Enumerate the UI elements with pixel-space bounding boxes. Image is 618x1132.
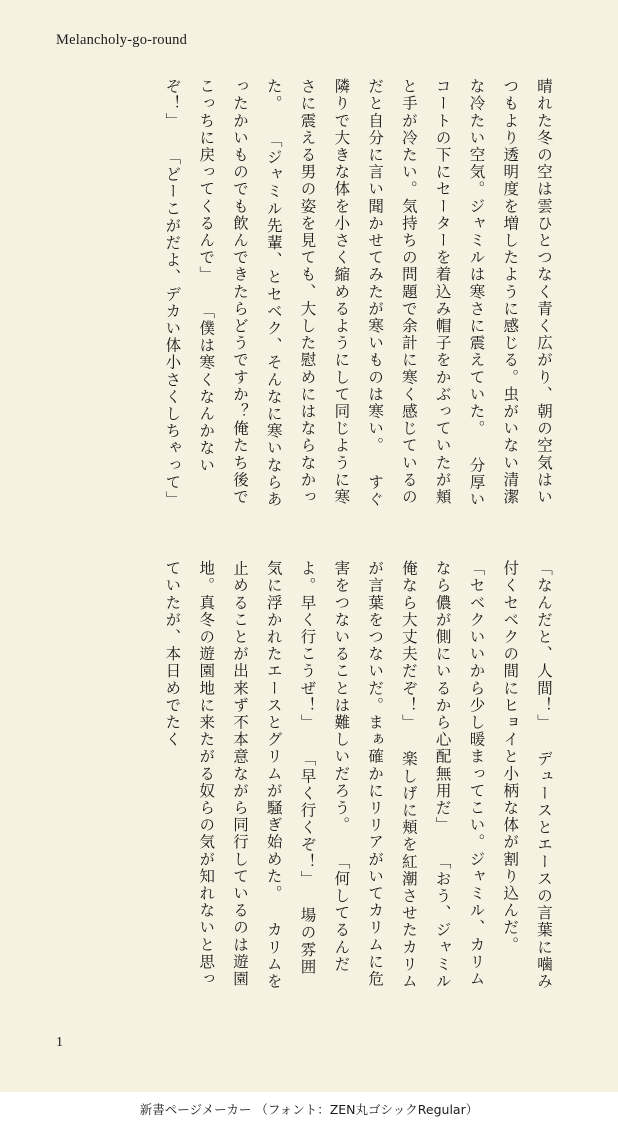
page-number: 1 xyxy=(56,1035,63,1050)
page-title: Melancholy-go-round xyxy=(56,32,188,48)
body-text-lower: 「なんだと、人間！」 デュースとエースの言葉に噛み付くセベクの間にヒョイと小柄な体が割り込んだ。 「セベクいいから少し暖まってこい。ジャミル、カリムなら儂が側にいるから心配無用だ」 「おう、ジャミル俺なら大丈夫だぞ！」 楽しげに頬を紅潮させたカリムが言葉をつないだ。まぁ確かにリリアがいてカリムに危害をつないることは難しいだろう。 「何してるんだよ。早く行こうぜ！」 「早く行くぞ！」 場の雰囲気に浮かれたエースとグリムが騒ぎ始めた。 カリムを止めることが出来ず不本意ながら同行しているのは遊園地。真冬の遊園地に来たがる奴らの気が知れないと思っていたが、本日めでたく xyxy=(163,560,553,990)
footer-credit: 新書ページメーカー （フォント：ZEN丸ゴシックRegular） xyxy=(139,1102,479,1117)
body-text-upper: 晴れた冬の空は雲ひとつなく青く広がり、朝の空気はいつもより透明度を増したように感じる。虫がいない清潔な冷たい空気。ジャミルは寒さに震えていた。 分厚いコートの下にセーターを着込み帽子をかぶっていたが頬と手が冷たい。気持ちの問題で余計に寒く感じているのだと自分に言い聞かせてみたが寒いものは寒い。 すぐ隣りで大きな体を小さく縮めるようにして同じように寒さに震える男の姿を見ても、大した慰めにはならなかった。 「ジャミル先輩、とセベク、そんなに寒いならあったかいものでも飲んできたらどうですか？俺たち後でこっちに戻ってくるんで」 「僕は寒くなんかないぞ！」 「どーこがだよ、デカい体小さくしちゃって」 xyxy=(163,78,553,508)
